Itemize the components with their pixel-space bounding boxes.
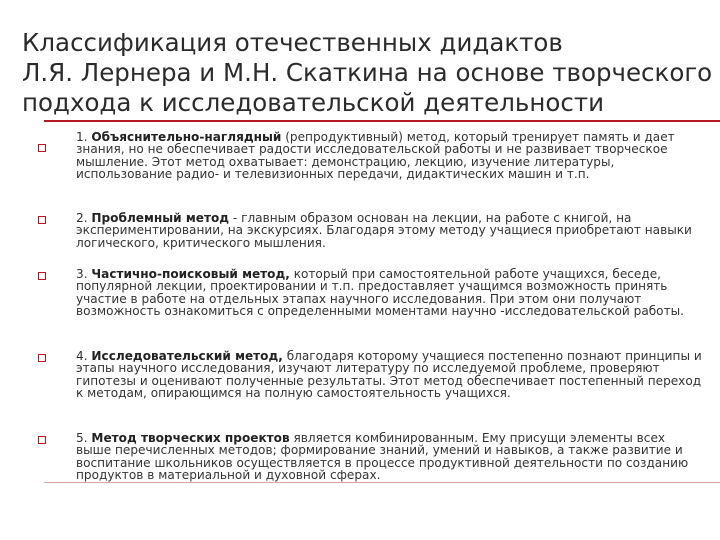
method-name: Исследовательский метод, <box>91 349 283 363</box>
list-item-text <box>76 212 704 249</box>
list-item-text <box>76 268 704 317</box>
title-line-2: Л.Я. Лернера и М.Н. Скаткина на основе творческого <box>22 58 713 87</box>
method-description: благодаря которому учащиеся постепенно познают принципы и этапы научного исследования, изучают литературу по исследуемой проблеме, проверяют гипотезы и оценивают полученные результаты. Этот метод обеспечивает постепенный переход к методам, опирающимся на полную самостоятельность учащихся. <box>76 349 702 400</box>
item-number: 2. <box>76 211 88 225</box>
title-line-3: подхода к исследовательской деятельности <box>22 88 605 117</box>
item-number: 5. <box>76 431 88 445</box>
square-bullet-icon <box>38 354 46 362</box>
square-bullet-icon <box>38 272 46 280</box>
method-name: Частично-поисковый метод, <box>91 267 290 281</box>
method-description: (репродуктивный) метод, который тренирует память и дает знания, но не обеспечивает радости исследовательской работы и не развивает творческое мышление. Этот метод охватывает: демонстрацию, лекцию, изучение литературы, использование радио- и телевизионных передачи, дидактических машин и т.п. <box>76 130 675 181</box>
method-description: который при самостоятельной работе учащихся, беседе, популярной лекции, проектировании и т.п. предоставляет учащимся возможность принять участие в работе на отдельных этапах научного исследования. При этом они получают возможность ознакомиться с определенными моментами научно -исследовательской работы. <box>76 267 685 318</box>
item-number: 3. <box>76 267 88 281</box>
item-number: 1. <box>76 130 88 144</box>
bottom-divider <box>44 482 720 483</box>
method-name: Объяснительно-наглядный <box>91 130 282 144</box>
title-line-1: Классификация отечественных дидактов <box>22 28 563 57</box>
square-bullet-icon <box>38 144 46 152</box>
list-item-text <box>76 350 704 399</box>
list-item-text <box>76 432 704 481</box>
square-bullet-icon <box>38 436 46 444</box>
method-description: - главным образом основан на лекции, на работе с книгой, на экспериментировании, на экскурсиях. Благодаря этому методу учащиеся приобретают навыки логического, критического мышления. <box>76 211 692 250</box>
method-name: Метод творческих проектов <box>91 431 290 445</box>
method-name: Проблемный метод <box>91 211 230 225</box>
square-bullet-icon <box>38 216 46 224</box>
list-item-text <box>76 131 704 180</box>
method-description: является комбинированным. Ему присущи элементы всех выше перечисленных методов; формирование знаний, умений и навыков, а также развитие и воспитание школьников осуществляется в процессе продуктивной деятельности по созданию продуктов в материальной и духовной сферах. <box>76 431 689 482</box>
item-number: 4. <box>76 349 88 363</box>
